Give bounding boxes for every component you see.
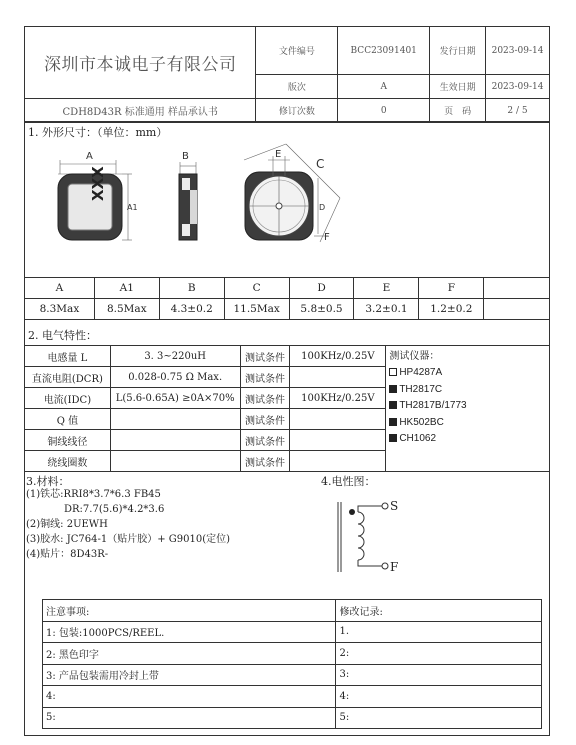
instruments-title: 测试仪器： xyxy=(389,351,440,362)
revision: 0 xyxy=(338,99,430,123)
elec-item: 电感量 L xyxy=(25,346,111,367)
elec-cond-label: 测试条件 xyxy=(240,451,290,472)
effective-date-label: 生效日期 xyxy=(430,75,486,99)
terminal-finish: F xyxy=(390,560,399,574)
elec-cond-label: 测试条件 xyxy=(240,388,290,409)
label-e: E xyxy=(275,149,282,160)
dimensions-value-row xyxy=(25,299,550,320)
dim-val-empty xyxy=(484,299,550,320)
revision-record-title: 修改记录: xyxy=(336,600,542,622)
revision-item: 3: xyxy=(336,664,542,686)
label-c: C xyxy=(316,157,325,171)
instrument-name: TH2817B/1773 xyxy=(399,400,467,412)
outline-drawing xyxy=(24,140,550,276)
notes-table xyxy=(42,599,542,729)
dim-val-e: 3.2±0.1 xyxy=(354,299,419,320)
version-label: 版次 xyxy=(256,75,338,99)
material-line: (1)铁芯:RRI8*3.7*6.3 FB45 xyxy=(26,489,161,500)
elec-value: 3. 3~220uH xyxy=(110,346,240,367)
elec-value: 0.028-0.75 Ω Max. xyxy=(110,367,240,388)
checkbox-filled-icon xyxy=(389,385,397,393)
dim-col-e: E xyxy=(354,278,419,299)
notes-title: 注意事项: xyxy=(43,600,336,622)
revision-item: 5: xyxy=(336,707,542,729)
dim-col-f: F xyxy=(419,278,484,299)
checkbox-filled-icon xyxy=(389,418,397,426)
notes-row xyxy=(43,686,542,708)
note-item: 3: 产品包装需用冷封上带 xyxy=(43,664,336,686)
page-label: 页 码 xyxy=(430,99,486,123)
elec-cond-label: 测试条件 xyxy=(240,409,290,430)
material-line: (2)铜线: 2UEWH xyxy=(26,519,108,530)
dim-val-f: 1.2±0.2 xyxy=(419,299,484,320)
marking-text: XXX xyxy=(89,166,107,201)
revision-label: 修订次数 xyxy=(256,99,338,123)
side-view xyxy=(179,151,197,240)
version: A xyxy=(338,75,430,99)
dim-val-d: 5.8±0.5 xyxy=(289,299,354,320)
label-b: B xyxy=(182,151,189,162)
section3-title: 3.材料： xyxy=(26,475,70,488)
notes-row xyxy=(43,621,542,643)
elec-cond-label: 测试条件 xyxy=(240,367,290,388)
dim-val-b: 4.3±0.2 xyxy=(159,299,224,320)
page-number: 2 / 5 xyxy=(486,99,550,123)
checkbox-empty-icon xyxy=(389,368,397,376)
top-view xyxy=(58,151,138,240)
instrument-item xyxy=(389,365,546,381)
issue-date-label: 发行日期 xyxy=(430,27,486,75)
doc-no-label: 文件编号 xyxy=(256,27,338,75)
dim-col-empty xyxy=(484,278,550,299)
issue-date: 2023-09-14 xyxy=(486,27,550,75)
revision-item: 2: xyxy=(336,643,542,665)
instrument-name: TH2817C xyxy=(399,383,443,395)
checkbox-filled-icon xyxy=(389,401,397,409)
label-a: A xyxy=(86,151,93,162)
label-f: F xyxy=(324,232,330,243)
note-item: 4: xyxy=(43,686,336,708)
section4-title: 4.电性图： xyxy=(321,475,376,488)
material-line: (3)胶水: JC764-1（贴片胶）+ G9010(定位) xyxy=(26,534,230,545)
elec-cond xyxy=(290,451,386,472)
material-line: DR:7.7(5.6)*4.2*3.6 xyxy=(64,504,165,515)
elec-cond-label: 测试条件 xyxy=(240,346,290,367)
section2-title: 2. 电气特性： xyxy=(28,329,97,342)
dimensions-header-row xyxy=(25,278,550,299)
dim-val-c: 11.5Max xyxy=(224,299,289,320)
section1-title: 1. 外形尺寸：（单位：mm） xyxy=(28,126,168,139)
polarity-dot-icon xyxy=(349,509,355,515)
elec-cond xyxy=(290,430,386,451)
notes-row xyxy=(43,707,542,729)
revision-item: 4: xyxy=(336,686,542,708)
elec-cond-label: 测试条件 xyxy=(240,430,290,451)
elec-cond: 100KHz/0.25V xyxy=(290,388,386,409)
instrument-item xyxy=(389,415,546,431)
elec-item: 电流(IDC) xyxy=(25,388,111,409)
elec-item: Q 值 xyxy=(25,409,111,430)
dim-col-b: B xyxy=(159,278,224,299)
note-item: 1: 包装:1000PCS/REEL. xyxy=(43,621,336,643)
checkbox-filled-icon xyxy=(389,434,397,442)
product-title: CDH8D43R 标准通用 样品承认书 xyxy=(25,99,256,123)
dimensions-table xyxy=(24,277,550,320)
instrument-item xyxy=(389,382,546,398)
elec-value: L(5.6-0.65A) ≥0A×70% xyxy=(110,388,240,409)
instrument-item xyxy=(389,431,546,447)
revision-item: 1. xyxy=(336,621,542,643)
elec-item: 直流电阻(DCR) xyxy=(25,367,111,388)
header-table xyxy=(24,26,550,123)
material-line: (4)贴片：8D43R- xyxy=(26,549,109,560)
dim-val-a: 8.3Max xyxy=(25,299,95,320)
dim-val-a1: 8.5Max xyxy=(94,299,159,320)
instrument-name: CH1062 xyxy=(399,433,437,445)
notes-header-row xyxy=(43,600,542,622)
note-item: 2: 黑色印字 xyxy=(43,643,336,665)
company-name: 深圳市本诚电子有限公司 xyxy=(25,27,256,99)
dim-col-d: D xyxy=(289,278,354,299)
instrument-item xyxy=(389,398,546,414)
instrument-name: HP4287A xyxy=(399,367,443,379)
dim-col-a1: A1 xyxy=(94,278,159,299)
label-d: D xyxy=(319,203,326,212)
label-a1: A1 xyxy=(127,203,138,212)
elec-value xyxy=(110,451,240,472)
doc-no: BCC23091401 xyxy=(338,27,430,75)
elec-item: 铜线线径 xyxy=(25,430,111,451)
materials-list xyxy=(26,487,306,562)
elec-cond xyxy=(290,409,386,430)
elec-value xyxy=(110,430,240,451)
dim-col-a: A xyxy=(25,278,95,299)
note-item: 5: xyxy=(43,707,336,729)
dim-col-c: C xyxy=(224,278,289,299)
notes-row xyxy=(43,643,542,665)
terminal-start: S xyxy=(390,499,399,513)
electrical-table xyxy=(24,345,550,472)
elec-item: 绕线圈数 xyxy=(25,451,111,472)
instrument-name: HK502BC xyxy=(399,416,444,428)
instruments-cell xyxy=(386,346,550,472)
elec-value xyxy=(110,409,240,430)
winding-diagram xyxy=(328,494,408,578)
elec-row xyxy=(25,346,550,367)
effective-date: 2023-09-14 xyxy=(486,75,550,99)
elec-cond xyxy=(290,367,386,388)
notes-row xyxy=(43,664,542,686)
bottom-view xyxy=(244,144,340,243)
elec-cond: 100KHz/0.25V xyxy=(290,346,386,367)
